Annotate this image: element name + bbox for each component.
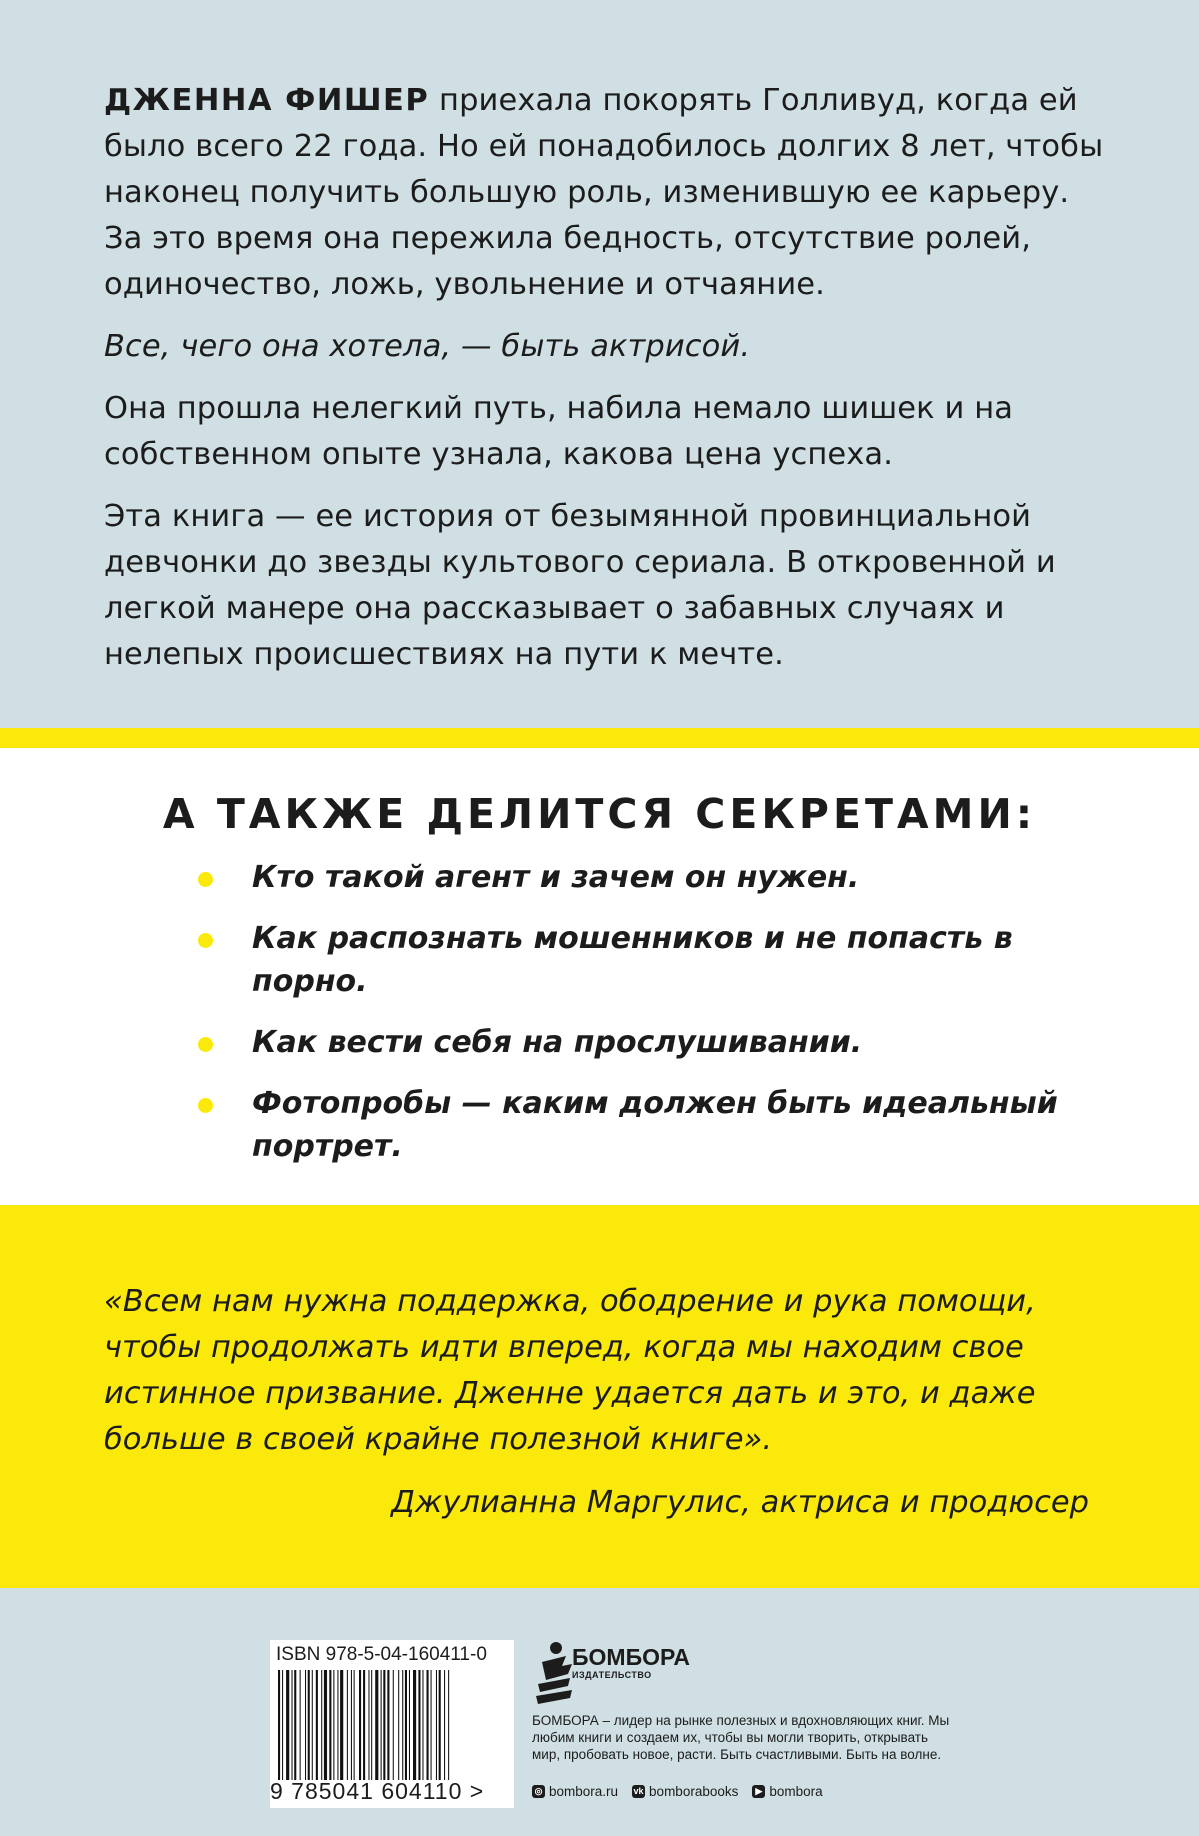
barcode-bar: [436, 1670, 437, 1780]
intro-text: [104, 78, 1104, 694]
barcode-bar: [337, 1670, 338, 1780]
barcode-bar: [363, 1670, 365, 1780]
publisher-socials: [532, 1784, 823, 1799]
intro-paragraph-1-text: приехала покорять Голливуд, когда ей было всего 22 года. Но ей понадобилось долгих 8 лет, чтобы наконец получить большую роль, изменившую ее карьеру. За это время она пережила бедность, отсутствие ролей, одиночество, ложь, увольнение и отчаяние.: [104, 83, 1104, 302]
publisher-description: БОМБОРА – лидер на рынке полезных и вдохновляющих книг. Мы любим книги и создаем их, чтобы вы могли творить, открывать мир, пробовать новое, расти. Быть счастливыми. Быть на волне.: [532, 1713, 950, 1762]
barcode-bar: [333, 1670, 334, 1780]
barcode-bar: [375, 1670, 378, 1780]
barcode-bar: [422, 1670, 423, 1780]
barcode-bar: [381, 1670, 382, 1780]
instagram-icon: ◎: [532, 1785, 545, 1798]
author-name: ДЖЕННА ФИШЕР: [104, 83, 430, 118]
barcode-bar: [282, 1670, 283, 1780]
yellow-stripe: [0, 728, 1199, 748]
barcode-bar: [292, 1670, 293, 1780]
barcode-bar: [427, 1670, 429, 1780]
barcode-bar: [431, 1670, 432, 1780]
secrets-item-text: Как распознать мошенников и не попасть в порно.: [252, 921, 1013, 999]
barcode-bar: [300, 1670, 301, 1780]
intro-paragraph-4: Эта книга — ее история от безымянной провинциальной девчонки до звезды культового сериала. В откровенной и легкой манере она рассказывает о забавных случаях и нелепых происшествиях на пути к мечте.: [104, 499, 1056, 672]
barcode-bar: [439, 1670, 441, 1780]
barcode-bar: [308, 1670, 310, 1780]
barcode-bar: [398, 1670, 399, 1780]
intro-section: [0, 0, 1199, 730]
barcode: [270, 1640, 514, 1808]
intro-paragraph-3: Она прошла нелегкий путь, набила немало шишек и на собственном опыте узнала, какова цена успеха.: [104, 391, 1014, 472]
barcode-bar: [347, 1670, 348, 1780]
secrets-list: [198, 856, 1098, 1186]
social-label: bombora: [769, 1784, 823, 1799]
barcode-bar: [371, 1670, 372, 1780]
barcode-bar: [402, 1670, 403, 1780]
barcode-bar: [448, 1670, 449, 1780]
telegram-youtube-icon: ▶: [752, 1785, 765, 1798]
barcode-bar: [286, 1670, 289, 1780]
secrets-item-text: Как вести себя на прослушивании.: [252, 1025, 863, 1060]
barcode-bar: [340, 1670, 343, 1780]
barcode-bar: [444, 1670, 445, 1780]
vk-icon: vk: [633, 1786, 644, 1796]
bullet-icon: [198, 872, 213, 887]
barcode-bar: [312, 1670, 313, 1780]
secrets-list-item: [198, 917, 1098, 1003]
barcode-bar: [294, 1670, 296, 1780]
barcode-bar: [405, 1670, 407, 1780]
barcode-bars: [276, 1670, 506, 1780]
barcode-bar: [383, 1670, 385, 1780]
quote-author: Джулианна Маргулис, актриса и продюсер: [391, 1485, 1089, 1520]
barcode-bar: [316, 1670, 318, 1780]
bullet-icon: [198, 933, 213, 948]
barcode-bar: [278, 1670, 280, 1780]
barcode-bar: [413, 1670, 416, 1780]
isbn-label: ISBN 978-5-04-160411-0: [276, 1644, 487, 1665]
social-label: bomborabooks: [649, 1784, 739, 1799]
social-website: [532, 1784, 618, 1799]
barcode-bar: [359, 1670, 361, 1780]
secrets-item-text: Фотопробы — каким должен быть идеальный портрет.: [252, 1086, 1058, 1164]
secrets-list-item: [198, 1082, 1098, 1168]
secrets-heading: А ТАКЖЕ ДЕЛИТСЯ СЕКРЕТАМИ:: [162, 790, 1037, 838]
social-vk: [632, 1784, 738, 1799]
publisher-brand: БОМБОРА: [572, 1644, 690, 1670]
secrets-item-text: Кто такой агент и зачем он нужен.: [252, 860, 860, 895]
barcode-bar: [387, 1670, 389, 1780]
barcode-bar: [324, 1670, 327, 1780]
secrets-section: [0, 748, 1199, 1205]
quote-section: [0, 1205, 1199, 1588]
barcode-digits: 9 785041 604110 >: [270, 1778, 485, 1804]
barcode-bar: [321, 1670, 322, 1780]
footer-section: [0, 1588, 1199, 1836]
secrets-list-item: [198, 1021, 1098, 1064]
barcode-bar: [305, 1670, 306, 1780]
intro-paragraph-1: [104, 78, 1104, 308]
barcode-bar: [354, 1670, 355, 1780]
social-telegram: [752, 1784, 822, 1799]
barcode-bar: [393, 1670, 394, 1780]
publisher-brand-sub: ИЗДАТЕЛЬСТВО: [572, 1670, 652, 1680]
barcode-bar: [368, 1670, 369, 1780]
quote-text: «Всем нам нужна поддержка, ободрение и рука помощи, чтобы продолжать идти вперед, когда мы находим свое истинное призвание. Дженне удается дать и это, и даже больше в своей крайне полезной книге».: [104, 1284, 1036, 1457]
intro-paragraph-2: Все, чего она хотела, — быть актрисой.: [104, 329, 751, 364]
barcode-bar: [418, 1670, 420, 1780]
bullet-icon: [198, 1037, 213, 1052]
barcode-bar: [351, 1670, 352, 1780]
barcode-bar: [409, 1670, 410, 1780]
secrets-list-item: [198, 856, 1098, 899]
barcode-bar: [329, 1670, 331, 1780]
bullet-icon: [198, 1098, 213, 1113]
social-label: bombora.ru: [549, 1784, 619, 1799]
